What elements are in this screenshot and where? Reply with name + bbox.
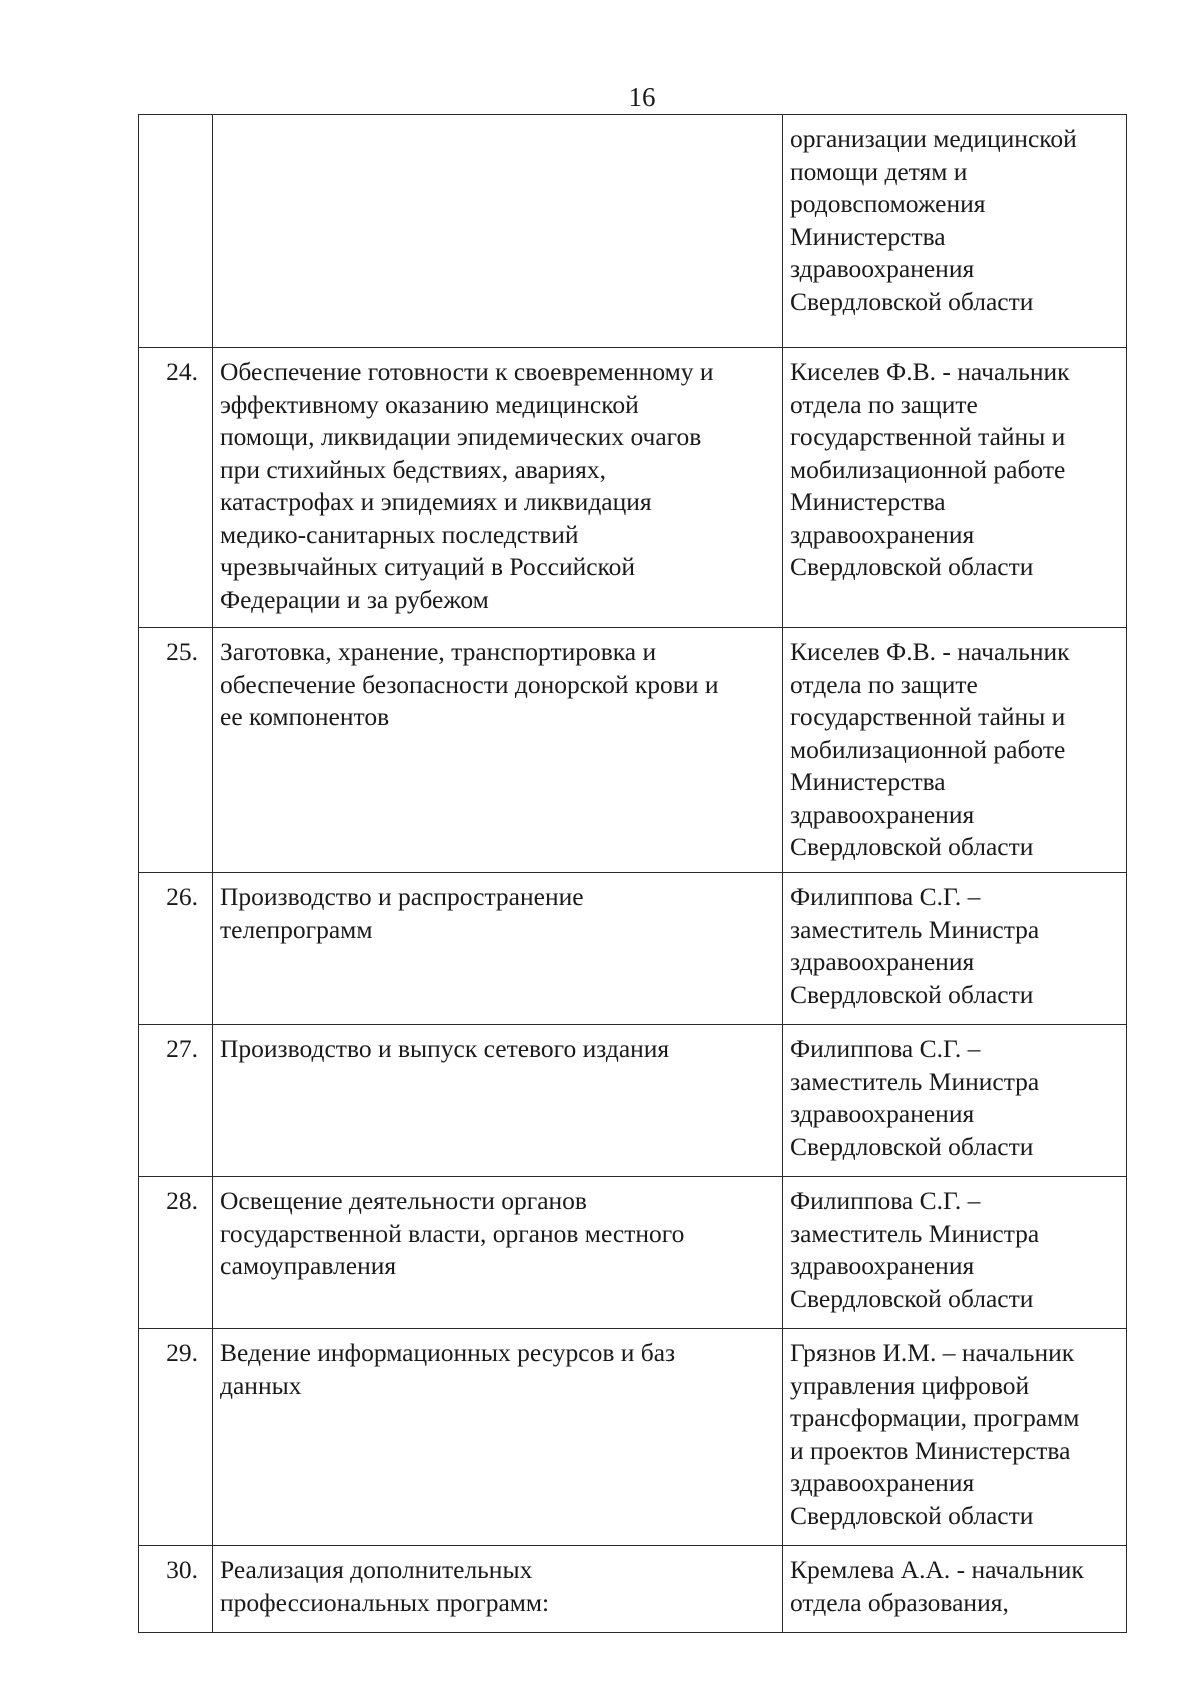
function-cell: Освещение деятельности органов государственной власти, органов местного самоуправления <box>213 1177 783 1329</box>
table-row <box>139 348 1127 628</box>
function-cell: Реализация дополнительных профессиональных программ: <box>213 1546 783 1633</box>
table-row <box>139 1329 1127 1546</box>
responsible-cell: организации медицинской помощи детям и родовспоможения Министерства здравоохранения Свердловской области <box>783 115 1127 348</box>
responsible-cell: Киселев Ф.В. - начальник отдела по защите государственной тайны и мобилизационной работе Министерства здравоохранения Свердловской области <box>783 628 1127 873</box>
table-row <box>139 115 1127 348</box>
row-number-cell: 25. <box>139 628 213 873</box>
row-number-cell: 29. <box>139 1329 213 1546</box>
page-number: 16 <box>628 82 656 112</box>
responsible-cell: Филиппова С.Г. – заместитель Министра здравоохранения Свердловской области <box>783 1177 1127 1329</box>
responsible-cell: Филиппова С.Г. – заместитель Министра здравоохранения Свердловской области <box>783 1025 1127 1177</box>
function-cell: Обеспечение готовности к своевременному и эффективному оказанию медицинской помощи, ликвидации эпидемических очагов при стихийных бедствиях, авариях, катастрофах и эпидемиях и ликвидация медико-санитарных последствий чрезвычайных ситуаций в Российской Федерации и за рубежом <box>213 348 783 628</box>
responsibility-table <box>138 114 1127 1633</box>
row-number-cell: 26. <box>139 873 213 1025</box>
row-number-cell <box>139 115 213 348</box>
function-cell: Производство и распространение телепрограмм <box>213 873 783 1025</box>
row-number-cell: 28. <box>139 1177 213 1329</box>
function-cell: Производство и выпуск сетевого издания <box>213 1025 783 1177</box>
responsible-cell: Грязнов И.М. – начальник управления цифровой трансформации, программ и проектов Министерства здравоохранения Свердловской области <box>783 1329 1127 1546</box>
responsible-cell: Кремлева А.А. - начальник отдела образования, <box>783 1546 1127 1633</box>
row-number-cell: 24. <box>139 348 213 628</box>
row-number-cell: 30. <box>139 1546 213 1633</box>
function-cell: Заготовка, хранение, транспортировка и обеспечение безопасности донорской крови и ее компонентов <box>213 628 783 873</box>
row-number-cell: 27. <box>139 1025 213 1177</box>
responsible-cell: Филиппова С.Г. – заместитель Министра здравоохранения Свердловской области <box>783 873 1127 1025</box>
function-cell <box>213 115 783 348</box>
table-row <box>139 873 1127 1025</box>
responsible-cell: Киселев Ф.В. - начальник отдела по защите государственной тайны и мобилизационной работе Министерства здравоохранения Свердловской области <box>783 348 1127 628</box>
function-cell: Ведение информационных ресурсов и баз данных <box>213 1329 783 1546</box>
table-row <box>139 1177 1127 1329</box>
table-row <box>139 628 1127 873</box>
table-row <box>139 1546 1127 1633</box>
table-row <box>139 1025 1127 1177</box>
